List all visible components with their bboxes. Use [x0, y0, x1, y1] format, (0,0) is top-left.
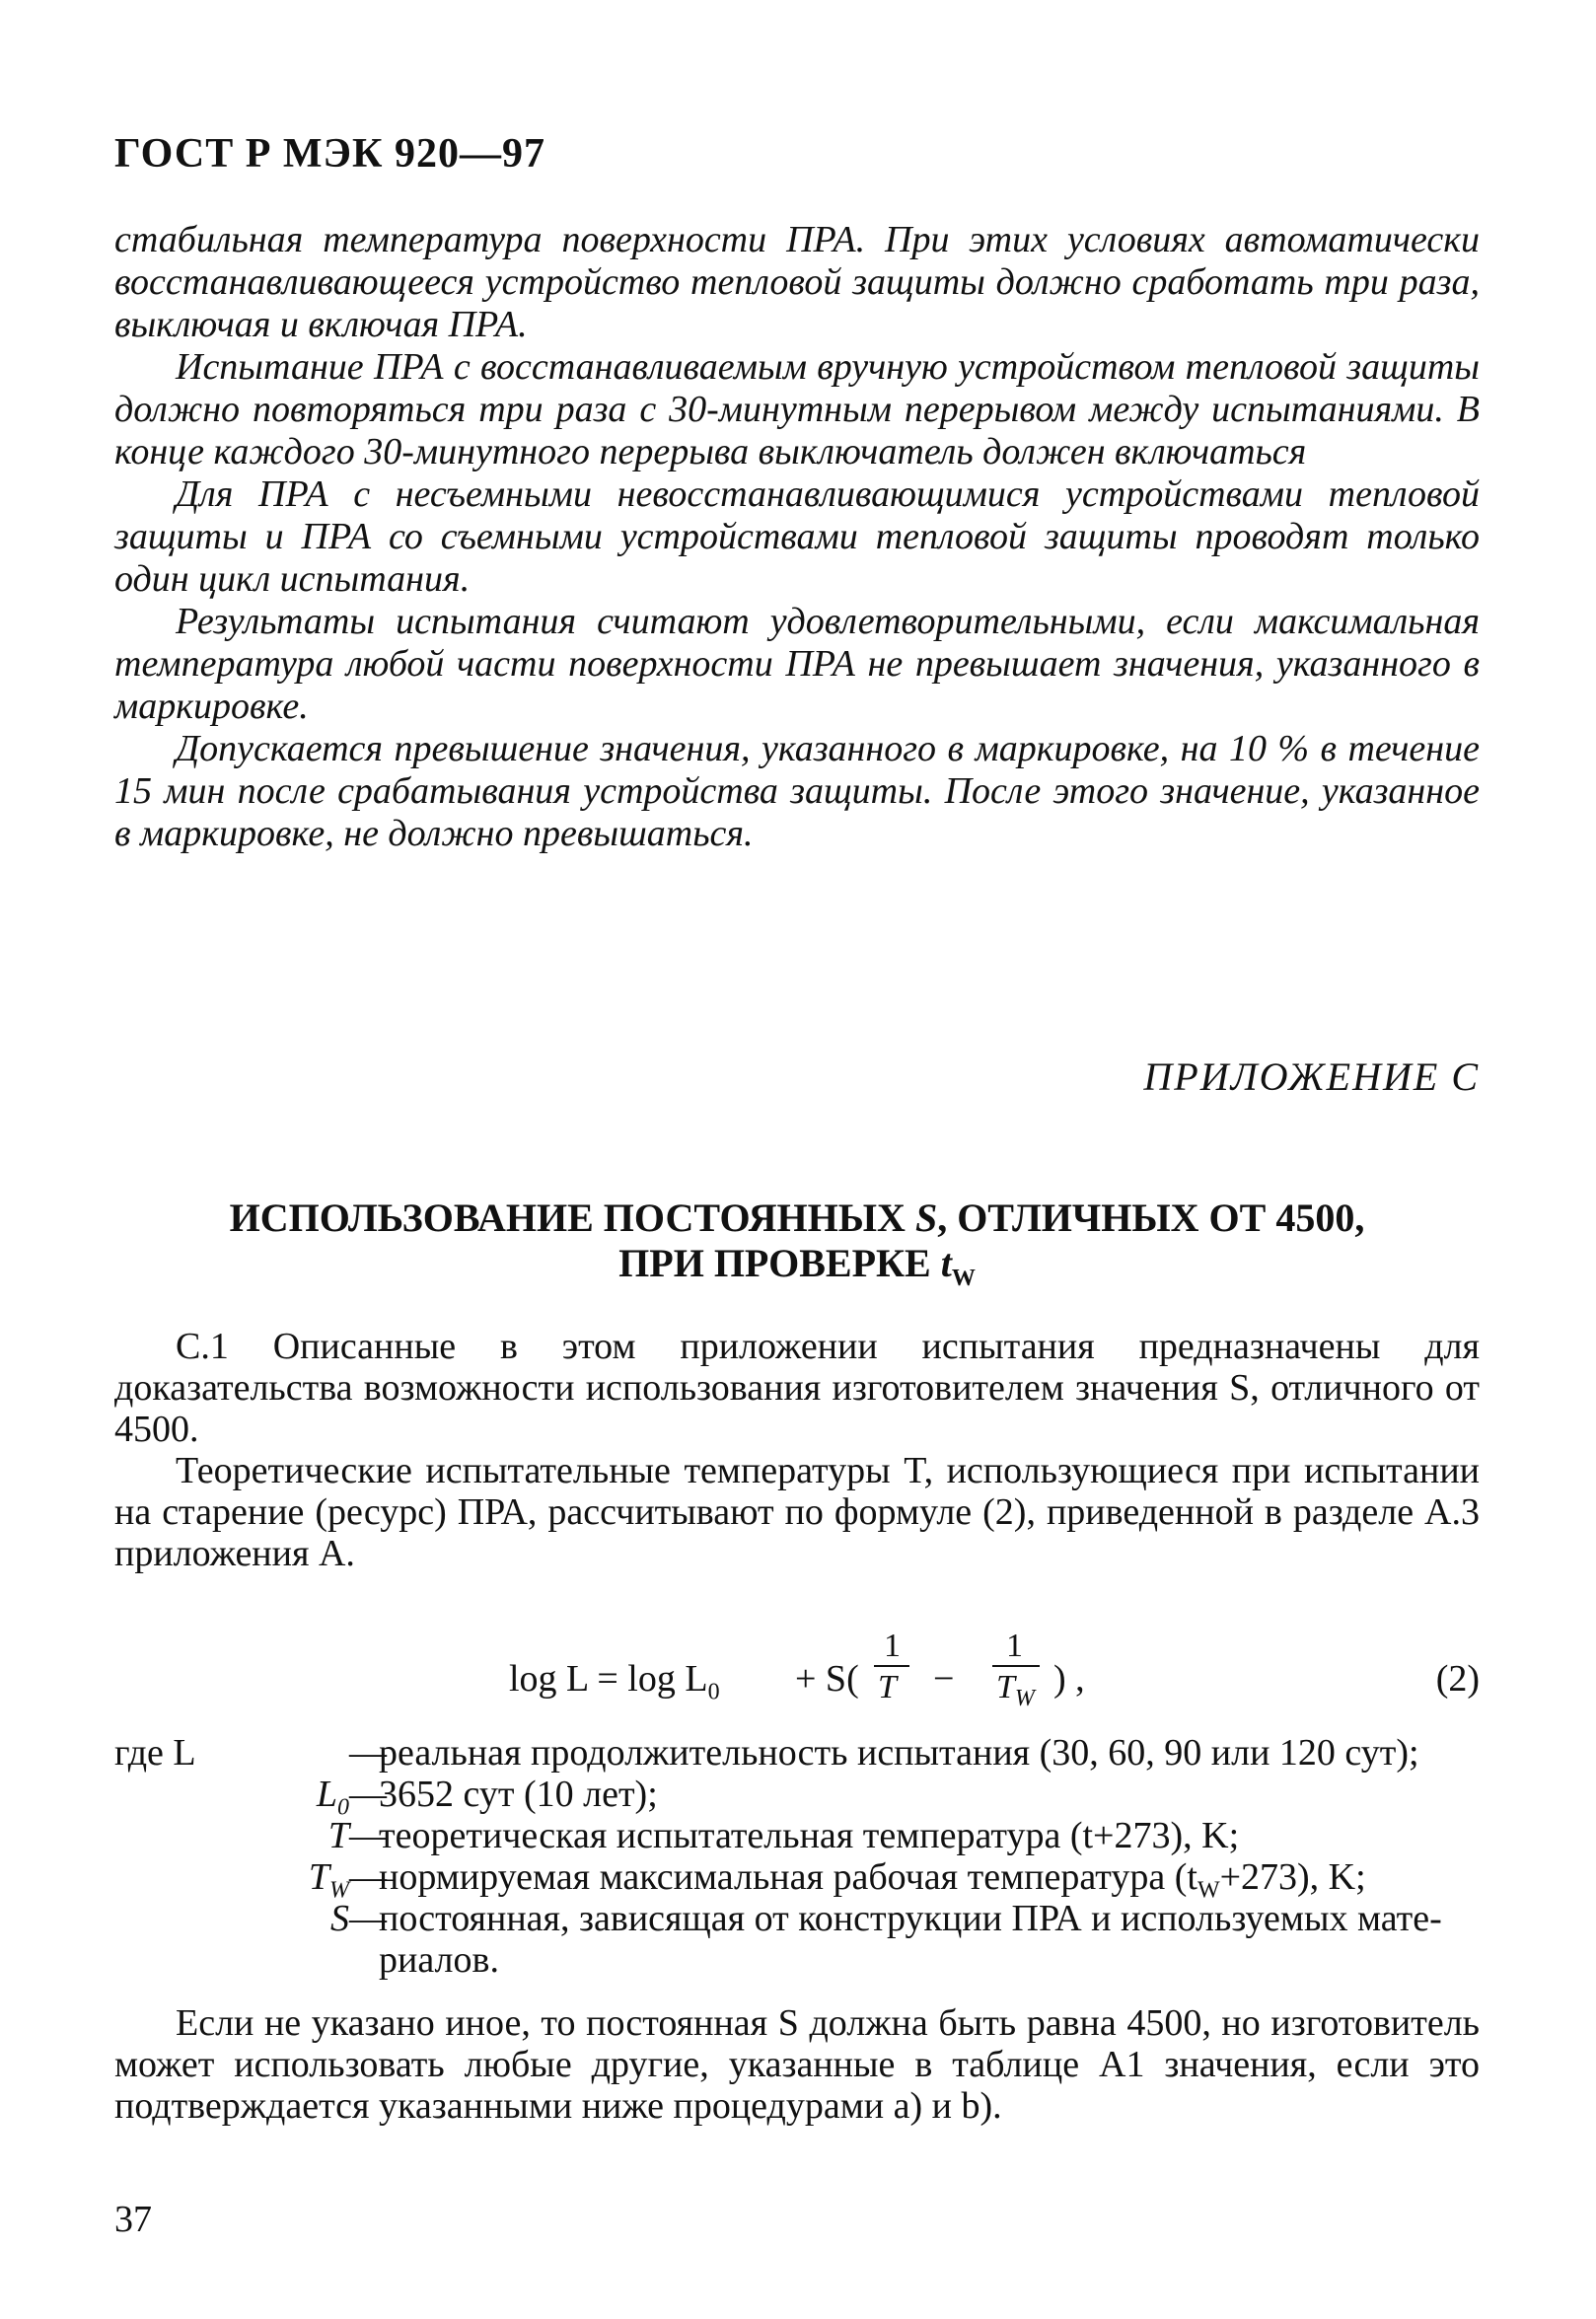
formula-lhs	[509, 1657, 720, 1706]
fraction-numerator: 1	[884, 1628, 901, 1664]
definition-symbol: T	[327, 1815, 349, 1856]
title-line-2	[114, 1241, 1480, 1301]
definition-dash: —	[349, 1856, 387, 1898]
paragraph: стабильная температура поверхности ПРА. При этих условиях автоматически восстанавливающееся устройство тепловой защиты должно сработать три раза, выключая и включая ПРА.	[114, 219, 1480, 345]
paragraph: Допускается превышение значения, указанного в маркировке, на 10 % в течение 15 мин после срабатывания устройства защиты. После этого значение, указанное в маркировке, не должно превышаться.	[114, 728, 1480, 854]
fraction-bar	[874, 1665, 909, 1667]
formula-subscript: 0	[707, 1679, 720, 1705]
final-section	[114, 2002, 1480, 2127]
title-symbol: S	[914, 1196, 938, 1240]
symbol-subscript: 0	[337, 1794, 349, 1821]
definition-subscript: W	[1197, 1877, 1220, 1904]
definition-text-part: нормируемая максимальная рабочая температура (t	[379, 1856, 1197, 1898]
formula-text: log L = log L	[509, 1658, 708, 1700]
symbol-text: L	[316, 1774, 337, 1815]
definition-dash: —	[349, 1732, 387, 1774]
paragraph: C.1 Описанные в этом приложении испытания предназначены для доказательства возможности использования изготовителем значения S, отличного от 4500.	[114, 1326, 1480, 1450]
formula-close: ) ,	[1053, 1658, 1085, 1700]
title-text: ИСПОЛЬЗОВАНИЕ ПОСТОЯННЫХ	[229, 1196, 915, 1240]
italic-section	[114, 219, 1480, 855]
definitions-list	[114, 1732, 1480, 1981]
definition-row	[114, 1774, 1480, 1821]
formula-subscript: W	[1014, 1685, 1035, 1711]
definition-text-part: +273), K;	[1219, 1856, 1366, 1898]
formula-number: (2)	[1435, 1658, 1480, 1700]
title-line-1	[114, 1196, 1480, 1241]
definition-text: 3652 сут (10 лет);	[379, 1774, 658, 1815]
definition-row	[114, 1732, 1480, 1774]
definition-text: реальная продолжительность испытания (30, 60, 90 или 120 сут);	[379, 1732, 1419, 1774]
fraction-denominator	[996, 1669, 1035, 1712]
title-text: ПРИ ПРОВЕРКЕ	[618, 1241, 941, 1285]
title-text: , ОТЛИЧНЫХ ОТ 4500,	[937, 1196, 1365, 1240]
document-header: ГОСТ Р МЭК 920—97	[114, 131, 545, 177]
definition-text: теоретическая испытательная температура (t+273), K;	[379, 1815, 1240, 1856]
title-subscript: W	[951, 1266, 976, 1291]
paragraph: Теоретические испытательные температуры T, использующиеся при испытании на старение (ресурс) ПРА, рассчитывают по формуле (2), приведенной в разделе А.3 приложения А.	[114, 1450, 1480, 1574]
page-number: 37	[114, 2199, 152, 2240]
title-symbol: t	[940, 1241, 952, 1285]
paragraph: Если не указано иное, то постоянная S должна быть равна 4500, но изготовитель может использовать любые другие, указанные в таблице А1 значения, если это подтверждается указанными ниже процедурами а) и b).	[114, 2002, 1480, 2127]
definition-dash: —	[349, 1815, 387, 1856]
paragraph: Для ПРА с несъемными невосстанавливающимися устройствами тепловой защиты и ПРА со съемными устройствами тепловой защиты проводят только один цикл испытания.	[114, 473, 1480, 600]
symbol-text: T	[308, 1856, 329, 1898]
definition-text: постоянная, зависящая от конструкции ПРА и используемых мате-	[379, 1898, 1442, 1939]
definition-row	[114, 1898, 1480, 1981]
paragraph: Результаты испытания считают удовлетворительными, если максимальная температура любой части поверхности ПРА не превышает значения, указанного в маркировке.	[114, 601, 1480, 727]
definition-text-continuation: риалов.	[379, 1939, 499, 1981]
appendix-label: ПРИЛОЖЕНИЕ С	[1143, 1054, 1480, 1099]
appendix-title	[114, 1196, 1480, 1301]
formula-text: T	[996, 1669, 1015, 1705]
definition-dash: —	[349, 1774, 387, 1815]
definition-dash: —	[349, 1898, 387, 1939]
formula-minus: −	[933, 1658, 955, 1700]
symbol-subscript: W	[329, 1877, 349, 1904]
body-section	[114, 1326, 1480, 1574]
definition-symbol: где L	[114, 1732, 196, 1774]
definition-symbol: S	[330, 1898, 349, 1939]
definition-row	[114, 1856, 1480, 1904]
fraction-numerator: 1	[1006, 1628, 1023, 1664]
formula-row	[114, 1618, 1480, 1726]
formula-mid: + S(	[795, 1658, 859, 1700]
definition-row	[114, 1815, 1480, 1856]
fraction-bar	[992, 1665, 1040, 1667]
paragraph: Испытание ПРА с восстанавливаемым вручную устройством тепловой защиты должно повторяться три раза с 30-минутным перерывом между испытаниями. В конце каждого 30-минутного перерыва выключатель должен включаться	[114, 346, 1480, 472]
fraction-denominator: T	[878, 1669, 897, 1705]
